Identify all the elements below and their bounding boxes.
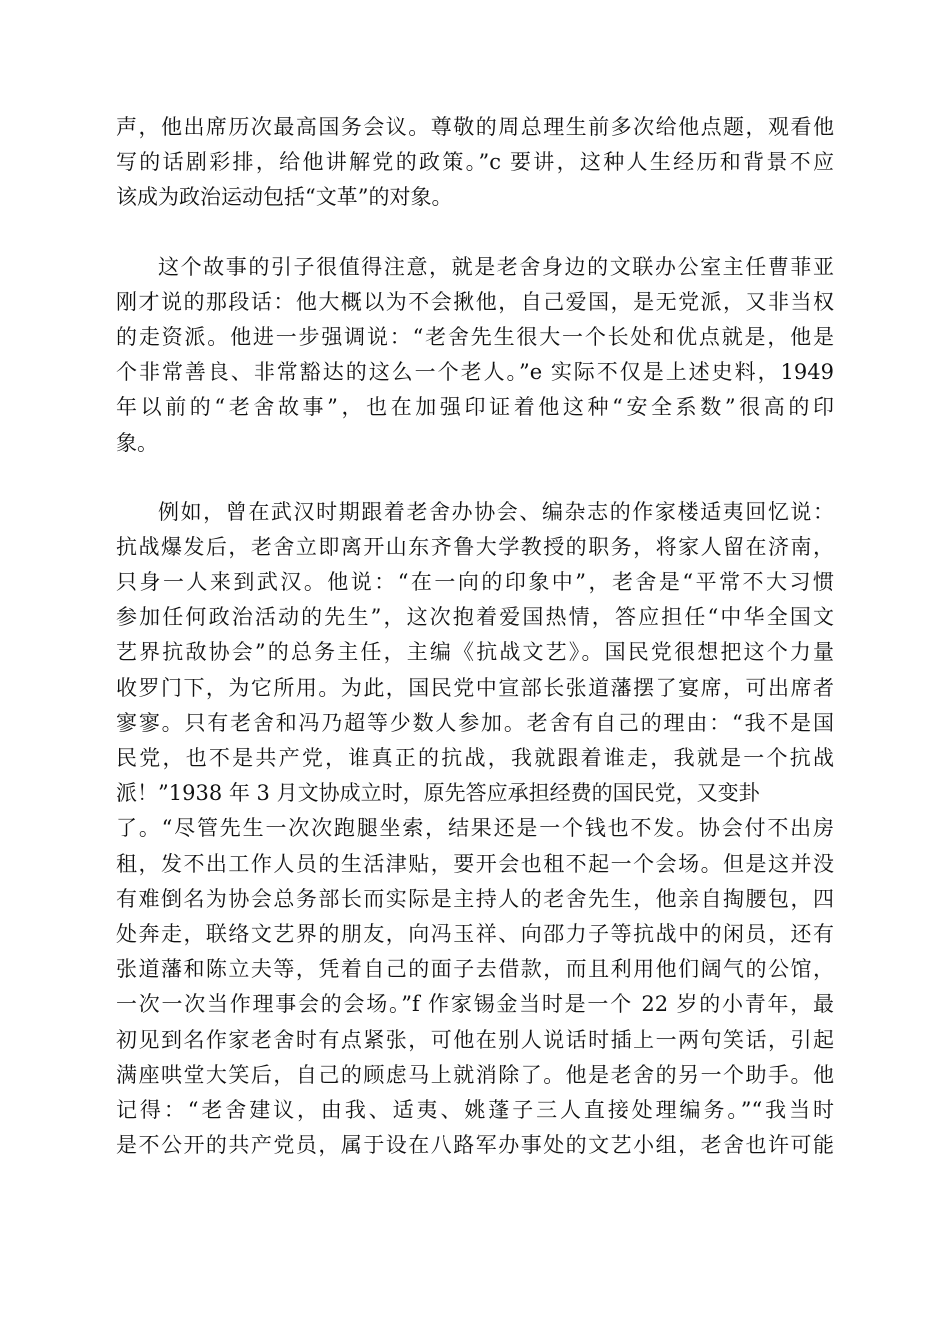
paragraph-1	[116, 110, 834, 216]
text-line: 只身一人来到武汉。他说：“在一向的印象中”，老舍是“平常不大习惯	[116, 570, 834, 595]
text-line: 该成为政治运动包括“文革”的对象。	[116, 185, 453, 210]
text-line: 象。	[116, 430, 158, 455]
text-line: 了。“尽管先生一次次跑腿坐索，结果还是一个钱也不发。协会付不出房	[116, 816, 834, 841]
text-line: 参加任何政治活动的先生”，这次抱着爱国热情，答应担任“中华全国文	[116, 605, 834, 630]
paragraph-spacer	[116, 216, 834, 250]
text-line: 记得：“老舍建议，由我、适夷、姚蓬子三人直接处理编务。”“我当时	[116, 1097, 834, 1122]
text-line: 这个故事的引子很值得注意，就是老舍身边的文联办公室主任曹菲亚	[158, 254, 834, 279]
text-line: 的走资派。他进一步强调说：“老舍先生很大一个长处和优点就是，他是	[116, 324, 834, 349]
text-line: 满座哄堂大笑后，自己的顾虑马上就消除了。他是老舍的另一个助手。他	[116, 1062, 834, 1087]
text-line: 刚才说的那段话：他大概以为不会揪他，自己爱国，是无党派，又非当权	[116, 289, 834, 314]
text-line: 是不公开的共产党员，属于设在八路军办事处的文艺小组，老舍也许可能	[116, 1133, 834, 1158]
text-line: 租，发不出工作人员的生活津贴，要开会也租不起一个会场。但是这并没	[116, 851, 834, 876]
document-page	[116, 110, 834, 1163]
text-line: 处奔走，联络文艺界的朋友，向冯玉祥、向邵力子等抗战中的闲员，还有	[116, 921, 834, 946]
text-line: 一次一次当作理事会的会场。”f 作家锡金当时是一个 22 岁的小青年，最	[116, 992, 834, 1017]
text-line: 个非常善良、非常豁达的这么一个老人。”e 实际不仅是上述史料，1949	[116, 360, 834, 385]
text-line: 艺界抗敌协会”的总务主任，主编《抗战文艺》。国民党很想把这个力量	[116, 640, 834, 665]
text-line: 派！”1938 年 3 月文协成立时，原先答应承担经费的国民党，又变卦	[116, 781, 760, 806]
text-line: 初见到名作家老舍时有点紧张，可他在别人说话时插上一两句笑话，引起	[116, 1027, 834, 1052]
text-line: 寥寥。只有老舍和冯乃超等少数人参加。老舍有自己的理由：“我不是国	[116, 710, 834, 735]
text-line: 抗战爆发后，老舍立即离开山东齐鲁大学教授的职务，将家人留在济南，	[116, 534, 834, 559]
text-line: 写的话剧彩排，给他讲解党的政策。”c 要讲，这种人生经历和背景不应	[116, 150, 834, 175]
text-line: 声，他出席历次最高国务会议。尊敬的周总理生前多次给他点题，观看他	[116, 115, 834, 139]
text-line: 有难倒名为协会总务部长而实际是主持人的老舍先生，他亲自掏腰包，四	[116, 886, 834, 911]
text-line: 民党，也不是共产党，谁真正的抗战，我就跟着谁走，我就是一个抗战	[116, 746, 834, 770]
paragraph-2	[116, 250, 834, 461]
paragraph-3	[116, 495, 834, 1164]
text-line: 收罗门下，为它所用。为此，国民党中宣部长张道藩摆了宴席，可出席者	[116, 675, 834, 700]
text-line: 年以前的“老舍故事”，也在加强印证着他这种“安全系数”很高的印	[116, 395, 834, 420]
text-line: 例如，曾在武汉时期跟着老舍办协会、编杂志的作家楼适夷回忆说：	[158, 499, 834, 524]
paragraph-spacer	[116, 461, 834, 495]
text-line: 张道藩和陈立夫等，凭着自己的面子去借款，而且利用他们阔气的公馆，	[116, 957, 834, 982]
